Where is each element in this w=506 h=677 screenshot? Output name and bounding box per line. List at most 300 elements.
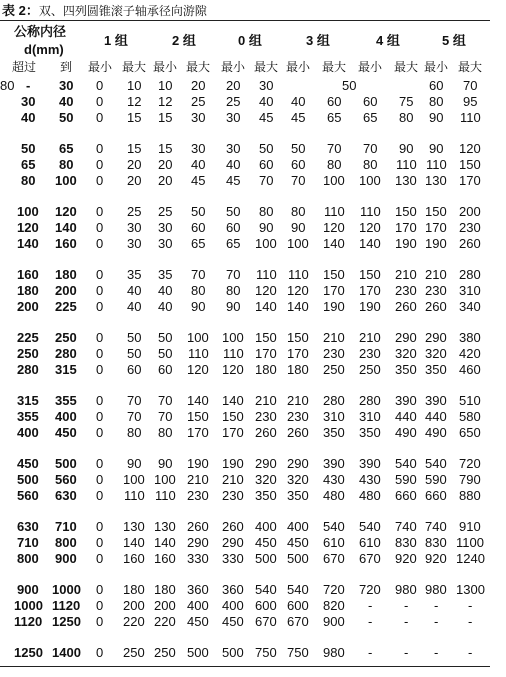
- header-max: 最大: [122, 60, 147, 74]
- bore-to-cell: 200: [55, 283, 77, 298]
- clearance-cell: 40: [291, 94, 306, 109]
- clearance-cell: 70: [158, 393, 173, 408]
- bore-to-cell: 400: [55, 409, 77, 424]
- clearance-cell: 120: [287, 283, 309, 298]
- clearance-cell: 320: [287, 472, 309, 487]
- clearance-cell: 70: [259, 173, 274, 188]
- clearance-cell: 60: [127, 362, 142, 377]
- clearance-cell: 140: [255, 299, 277, 314]
- clearance-cell: 720: [323, 582, 345, 597]
- clearance-cell: 30: [127, 220, 142, 235]
- clearance-cell: 60: [327, 94, 342, 109]
- clearance-cell: 20: [158, 157, 173, 172]
- clearance-cell: 590: [425, 472, 447, 487]
- clearance-cell: 70: [127, 393, 142, 408]
- bore-over-cell: 560: [17, 488, 39, 503]
- clearance-cell: 150: [425, 204, 447, 219]
- bore-over-cell: 1120: [14, 614, 43, 629]
- clearance-cell: 400: [287, 519, 309, 534]
- clearance-cell: 540: [359, 519, 381, 534]
- bore-over-cell: 100: [17, 204, 39, 219]
- clearance-cell: 20: [226, 78, 241, 93]
- clearance-cell: 120: [187, 362, 209, 377]
- clearance-cell: 100: [123, 472, 145, 487]
- bore-over-cell: 450: [17, 456, 39, 471]
- caption-label: 表 2：: [2, 3, 39, 18]
- clearance-cell: 190: [222, 456, 244, 471]
- clearance-cell: 310: [359, 409, 381, 424]
- clearance-cell: 0: [96, 204, 104, 219]
- bore-to-cell: 65: [59, 141, 74, 156]
- clearance-cell: 350: [425, 362, 447, 377]
- clearance-cell: 0: [96, 283, 104, 298]
- clearance-cell: 70: [463, 78, 478, 93]
- clearance-cell: 230: [255, 409, 277, 424]
- clearance-cell: 0: [96, 614, 104, 629]
- clearance-cell: 170: [255, 346, 277, 361]
- clearance-cell: 130: [425, 173, 447, 188]
- clearance-cell: 15: [127, 110, 142, 125]
- clearance-cell: 230: [187, 488, 209, 503]
- clearance-cell: 110: [188, 346, 209, 361]
- clearance-cell: 90: [226, 299, 241, 314]
- clearance-cell: 0: [96, 393, 104, 408]
- clearance-cell: 0: [96, 299, 104, 314]
- clearance-cell: 60: [429, 78, 444, 93]
- clearance-cell: 110: [124, 488, 145, 503]
- clearance-cell: 65: [363, 110, 378, 125]
- clearance-cell: 65: [226, 236, 241, 251]
- clearance-cell: 70: [291, 173, 306, 188]
- bore-over-cell: 120: [17, 220, 39, 235]
- clearance-cell: 210: [222, 472, 244, 487]
- clearance-cell: 200: [459, 204, 481, 219]
- clearance-cell: 10: [127, 78, 142, 93]
- clearance-cell: 440: [425, 409, 447, 424]
- clearance-cell: 600: [255, 598, 277, 613]
- clearance-cell: 140: [187, 393, 209, 408]
- clearance-cell: 110: [324, 204, 345, 219]
- bore-to-cell: 80: [59, 157, 74, 172]
- clearance-cell: 670: [255, 614, 277, 629]
- clearance-cell: 480: [323, 488, 345, 503]
- bore-to-cell: 160: [55, 236, 77, 251]
- clearance-cell: 280: [359, 393, 381, 408]
- bore-to-cell: 50: [59, 110, 74, 125]
- clearance-cell: 350: [255, 488, 277, 503]
- clearance-cell: 610: [359, 535, 381, 550]
- clearance-cell: 450: [287, 535, 309, 550]
- header-max: 最大: [186, 60, 211, 74]
- clearance-cell: 0: [96, 141, 104, 156]
- bore-to-cell: 500: [55, 456, 77, 471]
- clearance-cell: 40: [127, 283, 142, 298]
- clearance-cell: 0: [96, 535, 104, 550]
- clearance-cell: 0: [96, 409, 104, 424]
- clearance-cell: 260: [425, 299, 447, 314]
- clearance-cell: 90: [127, 456, 142, 471]
- clearance-cell: 170: [187, 425, 209, 440]
- table-bottom-rule: [0, 666, 490, 667]
- clearance-cell: 420: [459, 346, 481, 361]
- clearance-cell: 220: [154, 614, 176, 629]
- clearance-cell: 180: [123, 582, 145, 597]
- clearance-cell: 50: [259, 141, 274, 156]
- clearance-cell: 70: [226, 267, 241, 282]
- clearance-cell: 210: [323, 330, 345, 345]
- clearance-cell: 900: [323, 614, 345, 629]
- bore-over-cell: 800: [17, 551, 39, 566]
- bore-over-cell: 315: [17, 393, 39, 408]
- clearance-cell: -: [368, 614, 373, 629]
- clearance-cell: 60: [259, 157, 274, 172]
- clearance-cell: 0: [96, 110, 104, 125]
- clearance-cell: -: [468, 614, 473, 629]
- clearance-cell: 60: [191, 220, 206, 235]
- clearance-cell: 230: [425, 283, 447, 298]
- clearance-cell: 450: [187, 614, 209, 629]
- bore-over-cell: 80: [21, 173, 36, 188]
- clearance-cell: 0: [96, 645, 104, 660]
- clearance-cell: 120: [323, 220, 345, 235]
- clearance-cell: 790: [459, 472, 481, 487]
- bore-over-cell: 65: [21, 157, 36, 172]
- bore-over-cell: 280: [17, 362, 39, 377]
- clearance-cell: 830: [395, 535, 417, 550]
- bore-over-cell: 630: [17, 519, 39, 534]
- clearance-cell: 310: [459, 283, 481, 298]
- clearance-cell: 340: [459, 299, 481, 314]
- clearance-cell: 880: [459, 488, 481, 503]
- clearance-cell: -: [404, 598, 409, 613]
- clearance-cell: 350: [395, 362, 417, 377]
- clearance-cell: -: [404, 645, 409, 660]
- clearance-cell: 290: [255, 456, 277, 471]
- clearance-cell: 190: [187, 456, 209, 471]
- clearance-cell: 0: [96, 236, 104, 251]
- clearance-cell: 460: [459, 362, 481, 377]
- clearance-cell: 390: [395, 393, 417, 408]
- clearance-cell: 500: [187, 645, 209, 660]
- bore-to-cell: 30: [59, 78, 74, 93]
- header-unit: d(mm): [24, 42, 64, 57]
- clearance-cell: 65: [191, 236, 206, 251]
- clearance-cell: 440: [395, 409, 417, 424]
- header-max: 最大: [322, 60, 347, 74]
- clearance-cell: 400: [222, 598, 244, 613]
- clearance-cell: 260: [287, 425, 309, 440]
- clearance-cell: 80: [363, 157, 378, 172]
- clearance-cell: 70: [327, 141, 342, 156]
- clearance-cell: 30: [158, 236, 173, 251]
- clearance-cell: 670: [323, 551, 345, 566]
- clearance-cell: 30: [259, 78, 274, 93]
- clearance-cell: 650: [459, 425, 481, 440]
- clearance-cell: 30: [127, 236, 142, 251]
- clearance-cell: 80: [191, 283, 206, 298]
- clearance-cell: 110: [155, 488, 176, 503]
- clearance-cell: 15: [158, 110, 173, 125]
- clearance-cell: 230: [323, 346, 345, 361]
- bore-over-cell: 355: [17, 409, 39, 424]
- bore-to-cell: 315: [55, 362, 77, 377]
- clearance-cell: 980: [323, 645, 345, 660]
- clearance-cell: 80: [429, 94, 444, 109]
- clearance-cell: -: [404, 614, 409, 629]
- clearance-cell: 0: [96, 346, 104, 361]
- clearance-cell: 70: [363, 141, 378, 156]
- clearance-cell: 130: [123, 519, 145, 534]
- clearance-cell: 20: [127, 173, 142, 188]
- clearance-cell: 100: [255, 236, 277, 251]
- header-group-6: 5 组: [442, 33, 466, 48]
- clearance-cell: 170: [222, 425, 244, 440]
- clearance-cell: 540: [323, 519, 345, 534]
- clearance-cell: 80: [399, 110, 414, 125]
- clearance-cell: 450: [222, 614, 244, 629]
- clearance-cell: 390: [425, 393, 447, 408]
- bore-over-cell: 500: [17, 472, 39, 487]
- clearance-cell: 660: [425, 488, 447, 503]
- clearance-cell: 450: [255, 535, 277, 550]
- clearance-cell: 1100: [456, 535, 484, 550]
- clearance-cell: 250: [154, 645, 176, 660]
- clearance-cell: 180: [287, 362, 309, 377]
- clearance-cell: 25: [127, 204, 142, 219]
- clearance-cell: 50: [191, 204, 206, 219]
- clearance-cell: 260: [459, 236, 481, 251]
- clearance-cell: 260: [187, 519, 209, 534]
- clearance-cell: 260: [255, 425, 277, 440]
- clearance-cell: 350: [323, 425, 345, 440]
- clearance-cell: 310: [323, 409, 345, 424]
- header-min: 最小: [424, 60, 449, 74]
- clearance-cell: 15: [158, 141, 173, 156]
- caption-text: 双、四列圆锥滚子轴承径向游隙: [38, 4, 207, 18]
- bore-over-cell: 225: [17, 330, 39, 345]
- header-min: 最小: [88, 60, 113, 74]
- clearance-cell: 500: [255, 551, 277, 566]
- clearance-cell: 190: [323, 299, 345, 314]
- bore-over-cell: 200: [17, 299, 39, 314]
- table-cell-partial: 50: [342, 78, 357, 93]
- clearance-cell: 590: [395, 472, 417, 487]
- header-group-2: 2 组: [172, 33, 196, 48]
- clearance-cell: 510: [459, 393, 481, 408]
- bore-to-cell: 40: [59, 94, 74, 109]
- clearance-cell: 320: [425, 346, 447, 361]
- clearance-cell: 110: [223, 346, 244, 361]
- clearance-cell: 540: [287, 582, 309, 597]
- clearance-cell: 0: [96, 582, 104, 597]
- clearance-cell: 45: [291, 110, 306, 125]
- header-group-3: 0 组: [238, 33, 262, 48]
- clearance-cell: 260: [222, 519, 244, 534]
- clearance-cell: 490: [425, 425, 447, 440]
- clearance-cell: 210: [287, 393, 309, 408]
- bore-over-cell: 900: [17, 582, 39, 597]
- clearance-cell: 670: [359, 551, 381, 566]
- clearance-cell: 30: [158, 220, 173, 235]
- bore-to-cell: 1250: [52, 614, 81, 629]
- clearance-cell: 60: [291, 157, 306, 172]
- clearance-cell: 80: [226, 283, 241, 298]
- clearance-cell: 100: [154, 472, 176, 487]
- clearance-cell: 90: [291, 220, 306, 235]
- clearance-cell: 210: [425, 267, 447, 282]
- clearance-cell: 30: [191, 141, 206, 156]
- clearance-cell: 180: [154, 582, 176, 597]
- clearance-cell: -: [368, 598, 373, 613]
- clearance-cell: 90: [191, 299, 206, 314]
- clearance-cell: 920: [395, 551, 417, 566]
- clearance-cell: 50: [291, 141, 306, 156]
- clearance-cell: 140: [222, 393, 244, 408]
- clearance-cell: 120: [255, 283, 277, 298]
- clearance-cell: 50: [158, 330, 173, 345]
- clearance-cell: 290: [395, 330, 417, 345]
- clearance-cell: 40: [127, 299, 142, 314]
- clearance-cell: 150: [359, 267, 381, 282]
- clearance-cell: 110: [360, 204, 381, 219]
- clearance-cell: 230: [222, 488, 244, 503]
- clearance-cell: 110: [288, 267, 309, 282]
- clearance-cell: 130: [154, 519, 176, 534]
- clearance-cell: 45: [191, 173, 206, 188]
- clearance-cell: 0: [96, 472, 104, 487]
- bore-over-cell: 180: [17, 283, 39, 298]
- clearance-cell: 750: [255, 645, 277, 660]
- clearance-cell: 60: [226, 220, 241, 235]
- clearance-cell: 910: [459, 519, 481, 534]
- clearance-cell: 120: [459, 141, 481, 156]
- bore-to-cell: 630: [55, 488, 77, 503]
- clearance-cell: 30: [226, 141, 241, 156]
- bore-to-cell: 355: [55, 393, 77, 408]
- clearance-cell: 50: [226, 204, 241, 219]
- header-min: 最小: [286, 60, 311, 74]
- clearance-cell: 100: [323, 173, 345, 188]
- clearance-cell: 80: [158, 425, 173, 440]
- clearance-cell: 1240: [456, 551, 485, 566]
- bore-over-cell: 1250: [14, 645, 43, 660]
- bore-over-cell: 710: [17, 535, 39, 550]
- clearance-cell: 610: [323, 535, 345, 550]
- clearance-cell: 80: [0, 78, 15, 93]
- clearance-cell: 70: [127, 409, 142, 424]
- clearance-cell: 160: [123, 551, 145, 566]
- clearance-cell: 400: [255, 519, 277, 534]
- clearance-cell: 740: [425, 519, 447, 534]
- clearance-cell: 540: [255, 582, 277, 597]
- clearance-cell: 90: [429, 141, 444, 156]
- clearance-cell: 980: [425, 582, 447, 597]
- clearance-cell: 130: [395, 173, 417, 188]
- clearance-cell: -: [368, 645, 373, 660]
- bore-to-cell: 140: [55, 220, 77, 235]
- clearance-cell: 330: [222, 551, 244, 566]
- clearance-cell: 210: [359, 330, 381, 345]
- clearance-cell: 190: [425, 236, 447, 251]
- clearance-cell: 180: [255, 362, 277, 377]
- table-top-rule: [0, 20, 490, 21]
- clearance-cell: 75: [399, 94, 414, 109]
- clearance-cell: 380: [459, 330, 481, 345]
- clearance-cell: 30: [191, 110, 206, 125]
- clearance-cell: 70: [191, 267, 206, 282]
- header-group-5: 4 组: [376, 33, 400, 48]
- clearance-cell: 40: [191, 157, 206, 172]
- bore-over-cell: -: [26, 78, 31, 93]
- clearance-cell: 0: [96, 456, 104, 471]
- clearance-cell: 0: [96, 330, 104, 345]
- clearance-cell: 280: [323, 393, 345, 408]
- clearance-cell: 540: [395, 456, 417, 471]
- clearance-cell: 100: [287, 236, 309, 251]
- header-min: 最小: [153, 60, 178, 74]
- header-group-1: 1 组: [104, 33, 128, 48]
- clearance-cell: 25: [158, 204, 173, 219]
- clearance-cell: 12: [127, 94, 142, 109]
- bore-to-cell: 710: [55, 519, 77, 534]
- clearance-cell: 250: [123, 645, 145, 660]
- bore-over-cell: 30: [21, 94, 36, 109]
- clearance-cell: 360: [222, 582, 244, 597]
- clearance-cell: 330: [187, 551, 209, 566]
- clearance-cell: 150: [323, 267, 345, 282]
- clearance-cell: 0: [96, 94, 104, 109]
- clearance-cell: 10: [158, 78, 173, 93]
- clearance-cell: 110: [460, 110, 481, 125]
- bore-over-cell: 400: [17, 425, 39, 440]
- header-max: 最大: [394, 60, 419, 74]
- header-max: 最大: [458, 60, 483, 74]
- clearance-cell: 540: [425, 456, 447, 471]
- clearance-cell: 0: [96, 78, 104, 93]
- clearance-cell: 90: [158, 456, 173, 471]
- clearance-cell: 160: [154, 551, 176, 566]
- clearance-cell: 320: [395, 346, 417, 361]
- clearance-cell: 0: [96, 220, 104, 235]
- clearance-cell: 90: [429, 110, 444, 125]
- clearance-cell: -: [434, 614, 439, 629]
- clearance-cell: 290: [222, 535, 244, 550]
- bore-to-cell: 1120: [52, 598, 81, 613]
- clearance-cell: 50: [158, 346, 173, 361]
- clearance-cell: 60: [158, 362, 173, 377]
- clearance-cell: 290: [187, 535, 209, 550]
- clearance-cell: 920: [425, 551, 447, 566]
- clearance-cell: 80: [259, 204, 274, 219]
- clearance-cell: 110: [426, 157, 447, 172]
- clearance-cell: -: [468, 645, 473, 660]
- clearance-cell: 250: [323, 362, 345, 377]
- clearance-cell: 980: [395, 582, 417, 597]
- bore-to-cell: 120: [55, 204, 77, 219]
- clearance-cell: 260: [395, 299, 417, 314]
- clearance-cell: -: [434, 645, 439, 660]
- clearance-cell: 580: [459, 409, 481, 424]
- bore-over-cell: 140: [17, 236, 39, 251]
- header-max: 最大: [254, 60, 279, 74]
- clearance-cell: 670: [287, 614, 309, 629]
- bore-to-cell: 280: [55, 346, 77, 361]
- bore-to-cell: 180: [55, 267, 77, 282]
- clearance-cell: 170: [323, 283, 345, 298]
- clearance-cell: 30: [226, 110, 241, 125]
- clearance-cell: 0: [96, 519, 104, 534]
- clearance-cell: 830: [425, 535, 447, 550]
